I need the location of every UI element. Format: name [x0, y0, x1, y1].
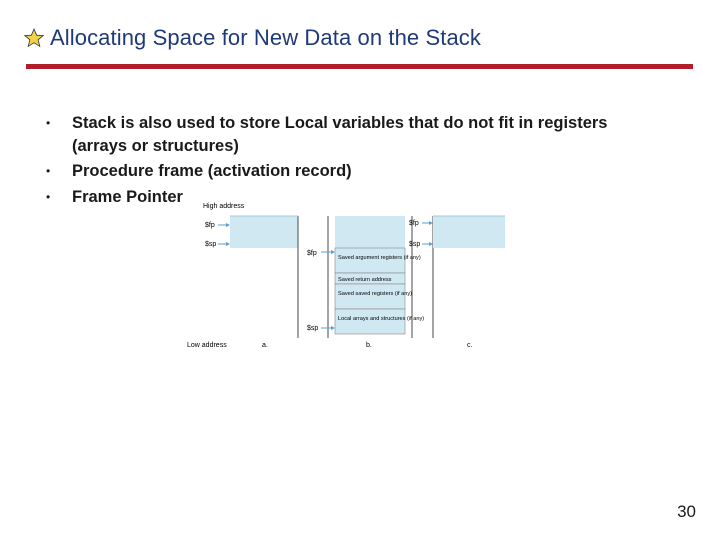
bullet-item	[40, 112, 640, 157]
title-divider	[26, 64, 693, 69]
panel-label-b: b.	[366, 342, 372, 349]
sp-label-c: $sp	[409, 241, 421, 248]
slide-title: Allocating Space for New Data on the Stack	[50, 25, 481, 50]
stack-diagram	[180, 198, 510, 353]
panel-c-stack	[433, 216, 505, 248]
sp-arrowhead-c	[429, 242, 433, 246]
panel-label-a: a.	[262, 342, 268, 349]
panel-a-stack	[230, 216, 298, 248]
fp-arrowhead-b	[331, 250, 335, 254]
sp-label-a: $sp	[205, 241, 217, 248]
bullet-dot: •	[46, 164, 51, 178]
bullet-text: Frame Pointer	[72, 187, 183, 206]
fp-arrowhead-c	[429, 221, 433, 225]
fp-arrowhead-a	[226, 223, 230, 227]
bullet-dot: •	[46, 189, 51, 204]
frame-block-2-text: Saved return address	[338, 277, 392, 283]
high-address-label: High address	[203, 203, 245, 210]
low-address-label: Low address	[187, 342, 227, 349]
bullet-item	[40, 160, 640, 183]
bullet-text: Procedure frame (activation record)	[72, 162, 352, 180]
fp-label-a: $fp	[205, 222, 215, 229]
title-row	[24, 22, 481, 54]
bullet-text: Stack is also used to store Local variables that do not fit in registers (arrays or structures)	[72, 114, 608, 155]
panel-label-c: c.	[467, 342, 473, 349]
fp-label-b: $fp	[307, 250, 317, 257]
bullet-dot: •	[46, 116, 51, 130]
bullet-list	[40, 112, 640, 211]
frame-block-3-text: Saved saved registers (if any)	[338, 291, 412, 297]
fp-label-c: $fp	[409, 220, 419, 227]
frame-block-4-text: Local arrays and structures (if any)	[338, 316, 425, 322]
sp-arrowhead-b	[331, 326, 335, 330]
panel-b-stack	[335, 216, 405, 248]
frame-block-1-text: Saved argument registers (if any)	[338, 255, 421, 261]
sp-label-b: $sp	[307, 325, 319, 332]
page-number: 30	[677, 502, 696, 521]
sp-arrowhead-a	[226, 242, 230, 246]
star-icon	[24, 28, 44, 48]
